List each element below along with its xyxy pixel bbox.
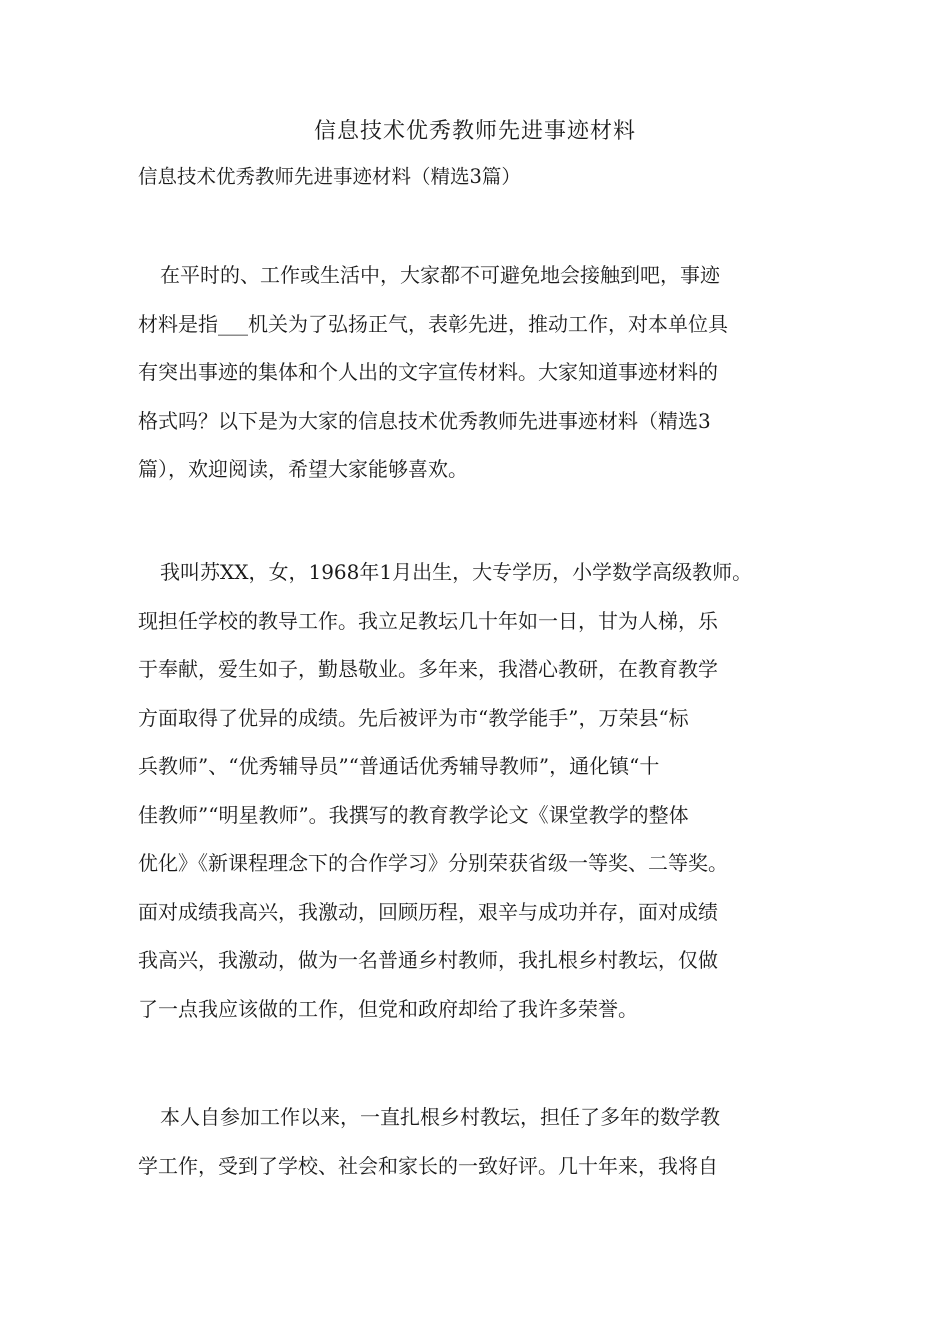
paragraph-line: 篇），欢迎阅读，希望大家能够喜欢。 (138, 457, 468, 481)
paragraph-line: 在平时的、工作或生活中，大家都不可避免地会接触到吧，事迹 (160, 263, 720, 287)
paragraph-line: 面对成绩我高兴，我激动，回顾历程，艰辛与成功并存，面对成绩 (138, 899, 718, 924)
paragraph-line: 学工作，受到了学校、社会和家长的一致好评。几十年来，我将自 (138, 1153, 718, 1178)
paragraph-line: 我高兴，我激动，做为一名普通乡村教师，我扎根乡村教坛，仅做 (138, 948, 718, 972)
paragraph-line: 了一点我应该做的工作，但党和政府却给了我许多荣誉。 (138, 996, 638, 1021)
document-subtitle: 信息技术优秀教师先进事迹材料（精选3篇） (138, 165, 521, 188)
paragraph-intro (138, 251, 818, 494)
document-title: 信息技术优秀教师先进事迹材料 (313, 119, 636, 144)
paragraph-line: 本人自参加工作以来，一直扎根乡村教坛，担任了多年的数学教 (160, 1105, 720, 1129)
paragraph-line: 佳教师”“明星教师”。我撰写的教育教学论文《课堂教学的整体 (138, 802, 689, 827)
paragraph-line: 材料是指___机关为了弘扬正气，表彰先进，推动工作，对本单位具 (138, 311, 728, 336)
paragraph-line: 有突出事迹的集体和个人出的文字宣传材料。大家知道事迹材料的 (138, 360, 718, 384)
paragraph-line: 格式吗？以下是为大家的信息技术优秀教师先进事迹材料（精选3 (138, 408, 711, 433)
paragraph-line: 我叫苏XX，女，1968年1月出生，大专学历，小学数学高级教师。 (160, 560, 753, 584)
paragraph-line: 兵教师”、“优秀辅导员”“普通话优秀辅导教师”，通化镇“十 (138, 754, 660, 778)
paragraph-profile (138, 548, 818, 1033)
paragraph-line: 现担任学校的教导工作。我立足教坛几十年如一日，甘为人梯，乐 (138, 608, 718, 633)
paragraph-line: 优化》《新课程理念下的合作学习》分别荣获省级一等奖、二等奖。 (138, 851, 728, 875)
paragraph-line: 方面取得了优异的成绩。先后被评为市“教学能手”，万荣县“标 (138, 705, 689, 730)
paragraph-career (138, 1093, 818, 1190)
paragraph-line: 于奉献，爱生如子，勤恳敬业。多年来，我潜心教研，在教育教学 (138, 657, 718, 681)
